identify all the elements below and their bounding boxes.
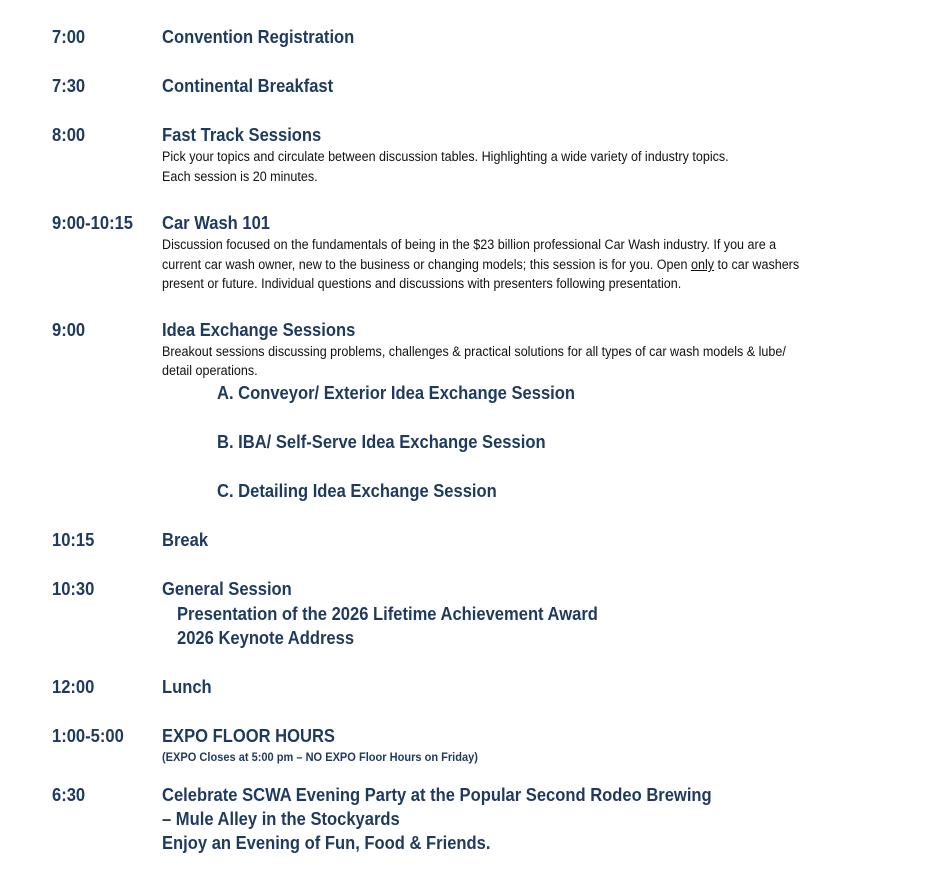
session-a-conveyor: A. Conveyor/ Exterior Idea Exchange Session <box>217 383 576 403</box>
sub-lifetime-achievement: Presentation of the 2026 Lifetime Achievement Award <box>177 604 598 624</box>
title-evening-party-line3: Enjoy an Evening of Fun, Food & Friends. <box>162 833 491 853</box>
time-6-30: 6:30 <box>52 785 86 805</box>
title-expo-floor-hours: EXPO FLOOR HOURS <box>162 726 335 746</box>
desc-car-wash-line2-b: to car washers <box>714 257 800 272</box>
title-break: Break <box>162 530 209 550</box>
title-evening-party-line2: – Mule Alley in the Stockyards <box>162 809 400 829</box>
desc-car-wash-only: only <box>690 257 715 272</box>
desc-car-wash-line2-a: current car wash owner, new to the business or changing models; this session is for you. Open <box>162 257 691 272</box>
title-convention-registration: Convention Registration <box>162 27 355 47</box>
time-7-00: 7:00 <box>52 27 86 47</box>
desc-fast-track-line1: Pick your topics and circulate between discussion tables. Highlighting a wide variety of industry topics. <box>162 149 729 164</box>
time-10-30: 10:30 <box>52 579 95 599</box>
title-idea-exchange-sessions: Idea Exchange Sessions <box>162 320 356 340</box>
title-fast-track-sessions: Fast Track Sessions <box>162 125 322 145</box>
title-general-session: General Session <box>162 579 292 599</box>
note-expo-closes: (EXPO Closes at 5:00 pm – NO EXPO Floor Hours on Friday) <box>162 750 478 764</box>
desc-car-wash-line2 <box>162 255 799 275</box>
desc-fast-track-line2: Each session is 20 minutes. <box>162 169 318 184</box>
time-8-00: 8:00 <box>52 125 86 145</box>
time-10-15: 10:15 <box>52 530 95 550</box>
time-12-00: 12:00 <box>52 677 95 697</box>
title-car-wash-101: Car Wash 101 <box>162 213 270 233</box>
desc-idea-exchange-line2: detail operations. <box>162 363 258 378</box>
session-c-detailing: C. Detailing Idea Exchange Session <box>217 481 497 501</box>
title-continental-breakfast: Continental Breakfast <box>162 76 334 96</box>
title-evening-party-line1: Celebrate SCWA Evening Party at the Popular Second Rodeo Brewing <box>162 785 712 805</box>
desc-car-wash-line3: present or future. Individual questions and discussions with presenters following presentation. <box>162 276 682 291</box>
time-7-30: 7:30 <box>52 76 86 96</box>
time-1-00-5-00: 1:00-5:00 <box>52 726 124 746</box>
time-9-00-10-15: 9:00-10:15 <box>52 213 134 233</box>
desc-idea-exchange-line1: Breakout sessions discussing problems, challenges & practical solutions for all types of car wash models & lube/ <box>162 344 786 359</box>
session-b-iba: B. IBA/ Self-Serve Idea Exchange Session <box>217 432 546 452</box>
sub-keynote-address: 2026 Keynote Address <box>177 628 355 648</box>
time-9-00: 9:00 <box>52 320 86 340</box>
desc-car-wash-line1: Discussion focused on the fundamentals of being in the $23 billion professional Car Wash industry. If you are a <box>162 237 777 252</box>
title-lunch: Lunch <box>162 677 212 697</box>
